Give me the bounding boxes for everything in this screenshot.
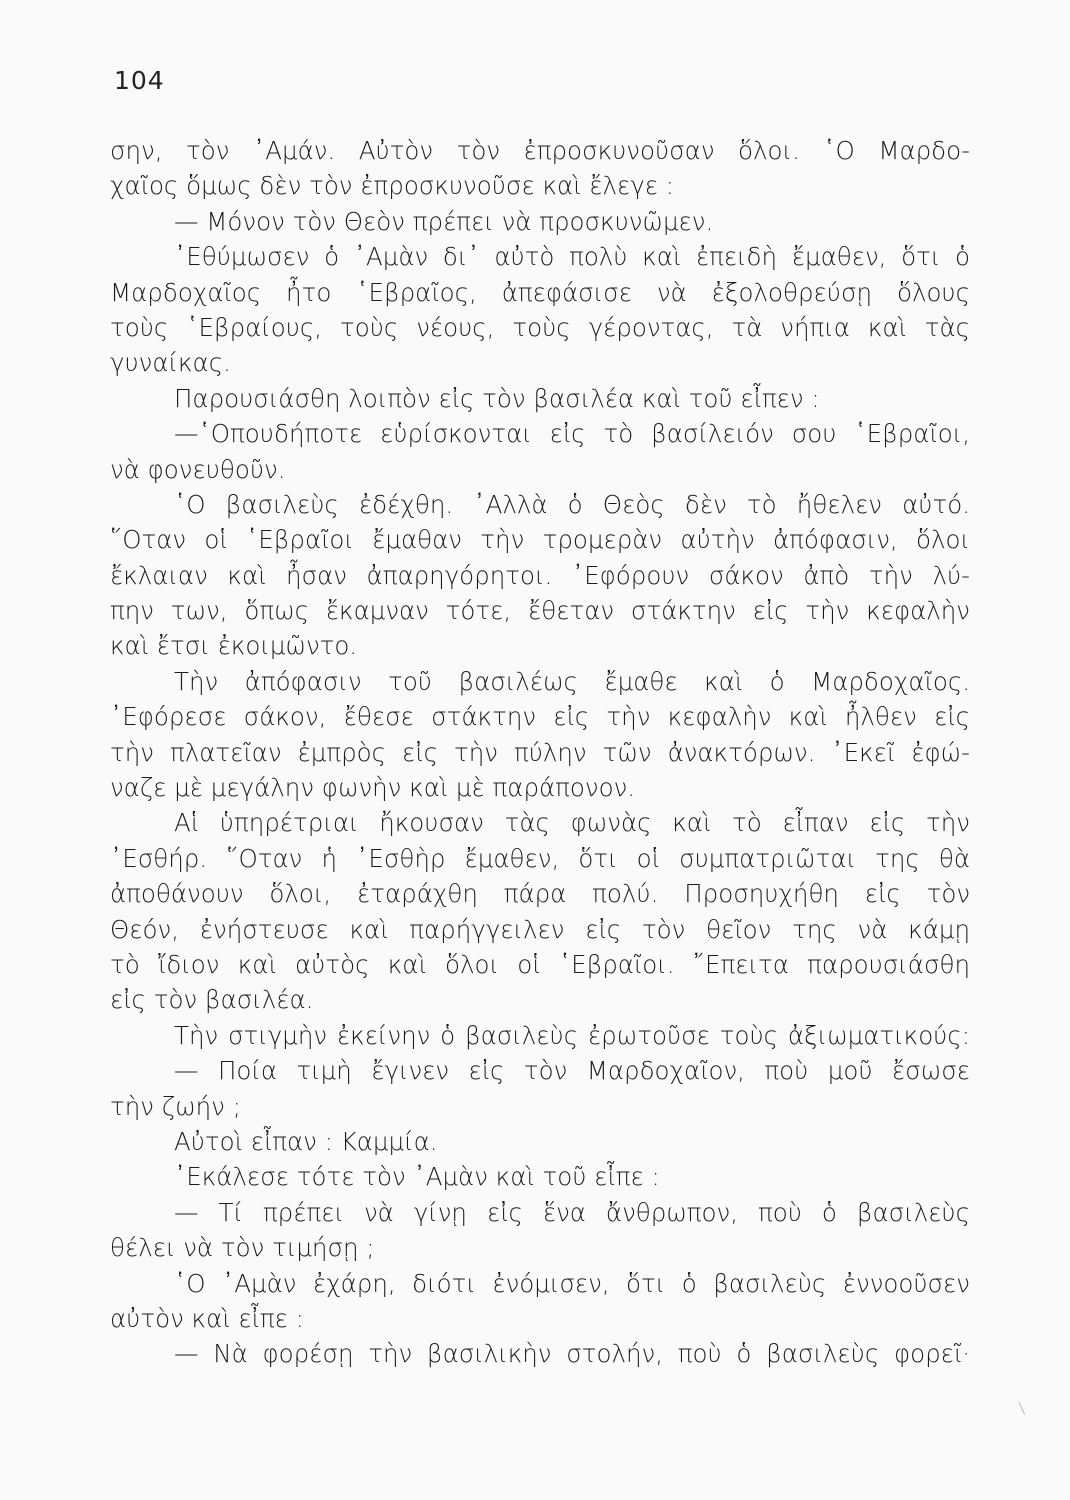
text-line: — Μόνον τὸν Θεὸν πρέπει νὰ προσκυνῶμεν.: [174, 206, 714, 236]
text-line: Παρουσιάσθη λοιπὸν εἰς τὸν βασιλέα καὶ τοῦ εἶπεν :: [174, 383, 820, 413]
text-line: ᾿Εθύμωσεν ὁ ᾿Αμὰν δι᾿ αὐτὸ πολὺ καὶ ἐπειδὴ ἔμαθεν, ὅτι ὁ: [174, 242, 970, 272]
text-line: τὴν πλατεῖαν ἐμπρὸς εἰς τὴν πύλην τῶν ἀνακτόρων. ᾿Εκεῖ ἐφώ-: [110, 737, 970, 767]
text-line: πην των, ὅπως ἔκαμναν τότε, ἔθεταν στάκτην εἰς τὴν κεφαλὴν: [110, 596, 970, 626]
text-line: ῞Οταν οἱ ῾Εβραῖοι ἔμαθαν τὴν τρομερὰν αὐτὴν ἀπόφασιν, ὅλοι: [110, 525, 970, 555]
text-line: ναζε μὲ μεγάλην φωνὴν καὶ μὲ παράπονον.: [110, 773, 636, 803]
text-line: εἰς τὸν βασιλέα.: [110, 985, 314, 1015]
text-line: χαῖος ὅμως δὲν τὸν ἐπροσκυνοῦσε καὶ ἔλεγε :: [110, 171, 675, 201]
text-line: Αὐτοὶ εἶπαν : Καμμία.: [174, 1126, 438, 1156]
text-line: — Τί πρέπει νὰ γίνῃ εἰς ἕνα ἄνθρωπον, ποὺ ὁ βασιλεὺς: [174, 1197, 970, 1227]
text-line: Θεόν, ἐνήστευσε καὶ παρήγγειλεν εἰς τὸν θεῖον της νὰ κάμῃ: [110, 914, 970, 944]
text-line: ῾Ο βασιλεὺς ἐδέχθη. ᾿Αλλὰ ὁ Θεὸς δὲν τὸ ἤθελεν αὐτό.: [174, 489, 970, 519]
text-line: ἔκλαιαν καὶ ἦσαν ἀπαρηγόρητοι. ᾿Εφόρουν σάκον ἀπὸ τὴν λύ-: [110, 560, 970, 590]
text-line: — Νὰ φορέσῃ τὴν βασιλικὴν στολήν, ποὺ ὁ βασιλεὺς φορεῖ·: [174, 1339, 970, 1369]
stray-mark: [1018, 1399, 1030, 1415]
text-line: τὴν ζωήν ;: [110, 1091, 241, 1121]
text-line: σην, τὸν ᾿Αμάν. Αὐτὸν τὸν ἐπροσκυνοῦσαν ὅλοι. ῾Ο Μαρδο-: [110, 136, 970, 165]
text-line: ᾿Εκάλεσε τότε τὸν ᾿Αμὰν καὶ τοῦ εἶπε :: [174, 1162, 660, 1192]
text-line: —῾Οπουδήποτε εὑρίσκονται εἰς τὸ βασίλειόν σου ῾Εβραῖοι,: [174, 419, 970, 449]
text-line: νὰ φονευθοῦν.: [110, 454, 286, 484]
body-text: [110, 133, 970, 1372]
text-line: Τὴν ἀπόφασιν τοῦ βασιλέως ἔμαθε καὶ ὁ Μαρδοχαῖος.: [174, 666, 970, 696]
text-line: ῾Ο ᾿Αμὰν ἐχάρη, διότι ἐνόμισεν, ὅτι ὁ βασιλεὺς ἐννοοῦσεν: [174, 1268, 970, 1298]
text-line: Αἱ ὑπηρέτριαι ἤκουσαν τὰς φωνὰς καὶ τὸ εἶπαν εἰς τὴν: [174, 808, 970, 838]
text-line: θέλει νὰ τὸν τιμήσῃ ;: [110, 1233, 375, 1263]
text-line: γυναίκας.: [110, 348, 231, 378]
text-line: Τὴν στιγμὴν ἐκείνην ὁ βασιλεὺς ἐρωτοῦσε τοὺς ἀξιωματικούς:: [174, 1020, 970, 1050]
text-line: τοὺς ῾Εβραίους, τοὺς νέους, τοὺς γέροντας, τὰ νήπια καὶ τὰς: [110, 312, 970, 342]
text-line: ᾿Εσθήρ. ῞Οταν ἡ ᾿Εσθὴρ ἔμαθεν, ὅτι οἱ συμπατριῶται της θὰ: [110, 843, 970, 873]
text-line: αὐτὸν καὶ εἶπε :: [110, 1303, 304, 1333]
text-line: ἀποθάνουν ὅλοι, ἐταράχθη πάρα πολύ. Προσηυχήθη εἰς τὸν: [110, 879, 970, 909]
text-line: καὶ ἔτσι ἐκοιμῶντο.: [110, 631, 358, 661]
page-number: 104: [114, 66, 165, 95]
text-line: Μαρδοχαῖος ἦτο ῾Εβραῖος, ἀπεφάσισε νὰ ἐξολοθρεύσῃ ὅλους: [110, 277, 970, 307]
text-line: ᾿Εφόρεσε σάκον, ἔθεσε στάκτην εἰς τὴν κεφαλὴν καὶ ἦλθεν εἰς: [110, 702, 970, 732]
text-line: τὸ ἴδιον καὶ αὐτὸς καὶ ὅλοι οἱ ῾Εβραῖοι. ῎Επειτα παρουσιάσθη: [110, 949, 970, 979]
text-line: — Ποία τιμὴ ἔγινεν εἰς τὸν Μαρδοχαῖον, ποὺ μοῦ ἔσωσε: [174, 1056, 970, 1086]
